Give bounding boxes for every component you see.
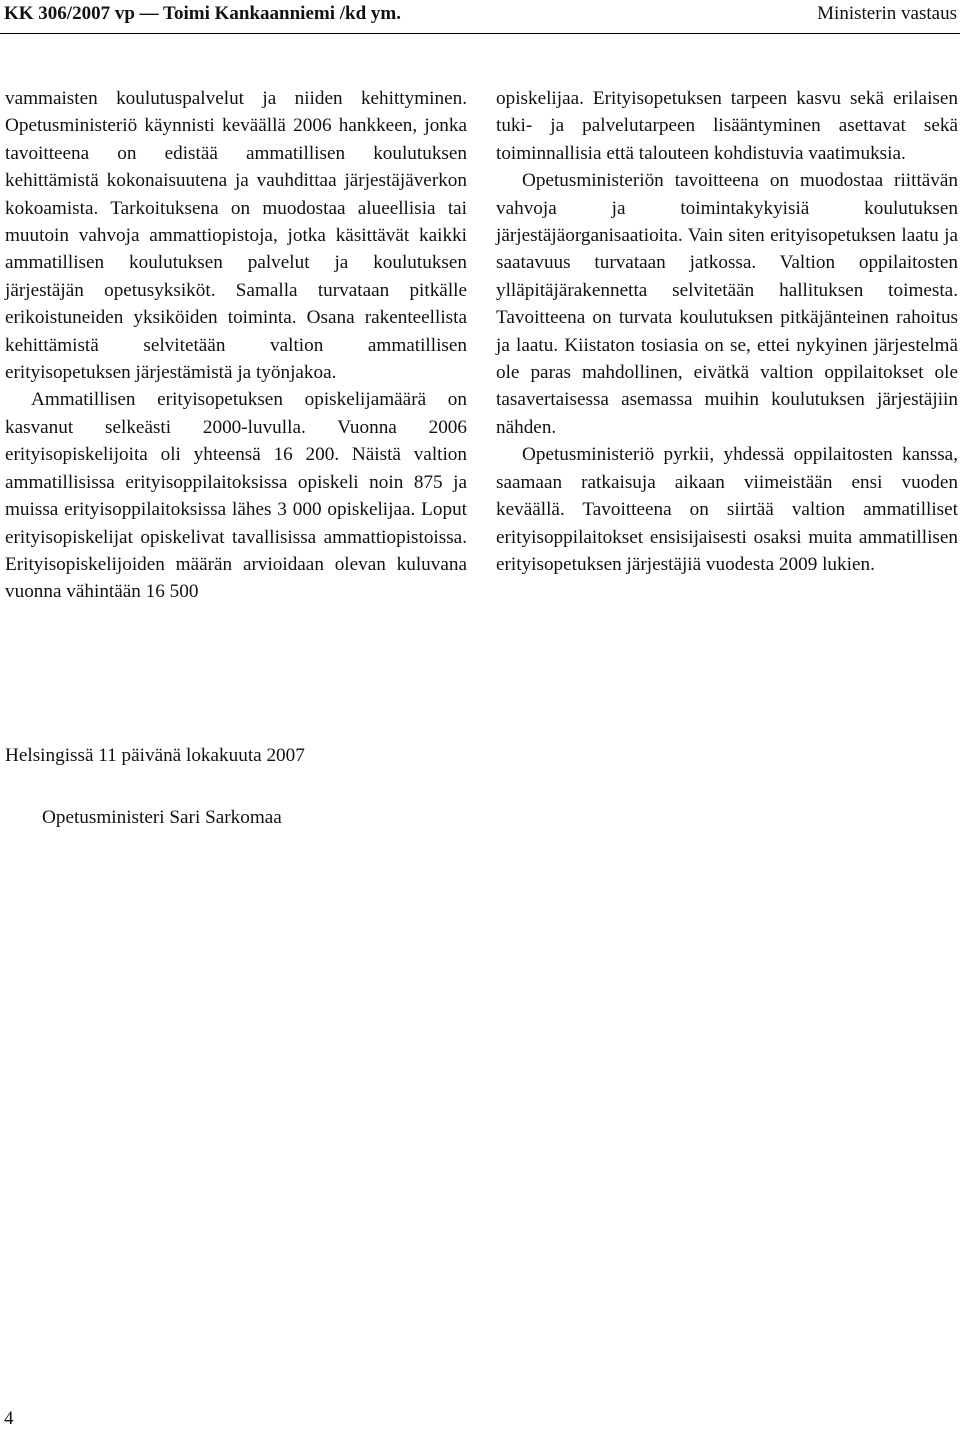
section-title: Ministerin vastaus	[817, 3, 957, 24]
paragraph: opiskelijaa. Erityisopetuksen tarpeen kasvu sekä erilaisen tuki- ja palvelutarpeen lisääntyminen asettavat sekä toiminnallisia että talouteen kohdistuvia vaatimuksia.	[496, 88, 958, 164]
paragraph: vammaisten koulutuspalvelut ja niiden kehittyminen. Opetusministeriö käynnisti keväällä 2006 hankkeen, jonka tavoitteena on edistää ammatillisen koulutuksen kehittämistä kokonaisuutena ja vauhdittaa järjestäjäverkon kokoamista. Tarkoituksena on muodostaa alueellisia tai muutoin vahvoja ammattiopistoja, jotka käsittävät kaikki ammatillisen koulutuksen palvelut ja koulutuksen järjestäjän opetusyksiköt. Samalla turvataan pitkälle erikoistuneiden yksiköiden toiminta. Osana rakenteellista kehittämistä selvitetään valtion ammatillisen erityisopetuksen järjestämistä ja työnjakoa.	[5, 88, 467, 384]
left-column	[5, 85, 467, 606]
document-reference: KK 306/2007 vp — Toimi Kankaanniemi /kd ym.	[4, 3, 401, 24]
page-header	[0, 0, 960, 36]
place-and-date: Helsingissä 11 päivänä lokakuuta 2007	[5, 745, 305, 766]
paragraph: Opetusministeriö pyrkii, yhdessä oppilaitosten kanssa, saamaan ratkaisuja aikaan viimeistään ensi vuoden keväällä. Tavoitteena on siirtää valtion ammatilliset erityisoppilaitokset ensisijaisesti osaksi muita ammatillisen erityisopetuksen järjestäjiä vuodesta 2009 lukien.	[496, 444, 958, 575]
paragraph: Opetusministeriön tavoitteena on muodostaa riittävän vahvoja ja toimintakykyisiä koulutuksen järjestäjäorganisaatioita. Vain siten erityisopetuksen laatu ja saatavuus turvataan jatkossa. Valtion oppilaitosten ylläpitäjärakennetta selvitetään hallituksen toimesta. Tavoitteena on turvata koulutuksen pitkäjänteinen rahoitus ja laatu. Kiistaton tosiasia on se, ettei nykyinen järjestelmä ole paras mahdollinen, eivätkä valtion oppilaitokset ole tasavertaisessa asemassa muihin koulutuksen järjestäjiin nähden.	[496, 170, 958, 438]
header-divider	[0, 33, 960, 34]
right-column	[496, 85, 958, 578]
signature-line: Opetusministeri Sari Sarkomaa	[42, 807, 282, 828]
paragraph: Ammatillisen erityisopetuksen opiskelijamäärä on kasvanut selkeästi 2000-luvulla. Vuonna 2006 erityisopiskelijoita oli yhteensä 16 200. Näistä valtion ammatillisissa erityisoppilaitoksissa opiskeli noin 875 ja muissa erityisoppilaitoksissa lähes 3 000 opiskelijaa. Loput erityisopiskelijat opiskelivat tavallisissa ammattiopistoissa. Erityisopiskelijoiden määrän arvioidaan olevan kuluvana vuonna vähintään 16 500	[5, 389, 467, 603]
page-number: 4	[4, 1408, 14, 1429]
